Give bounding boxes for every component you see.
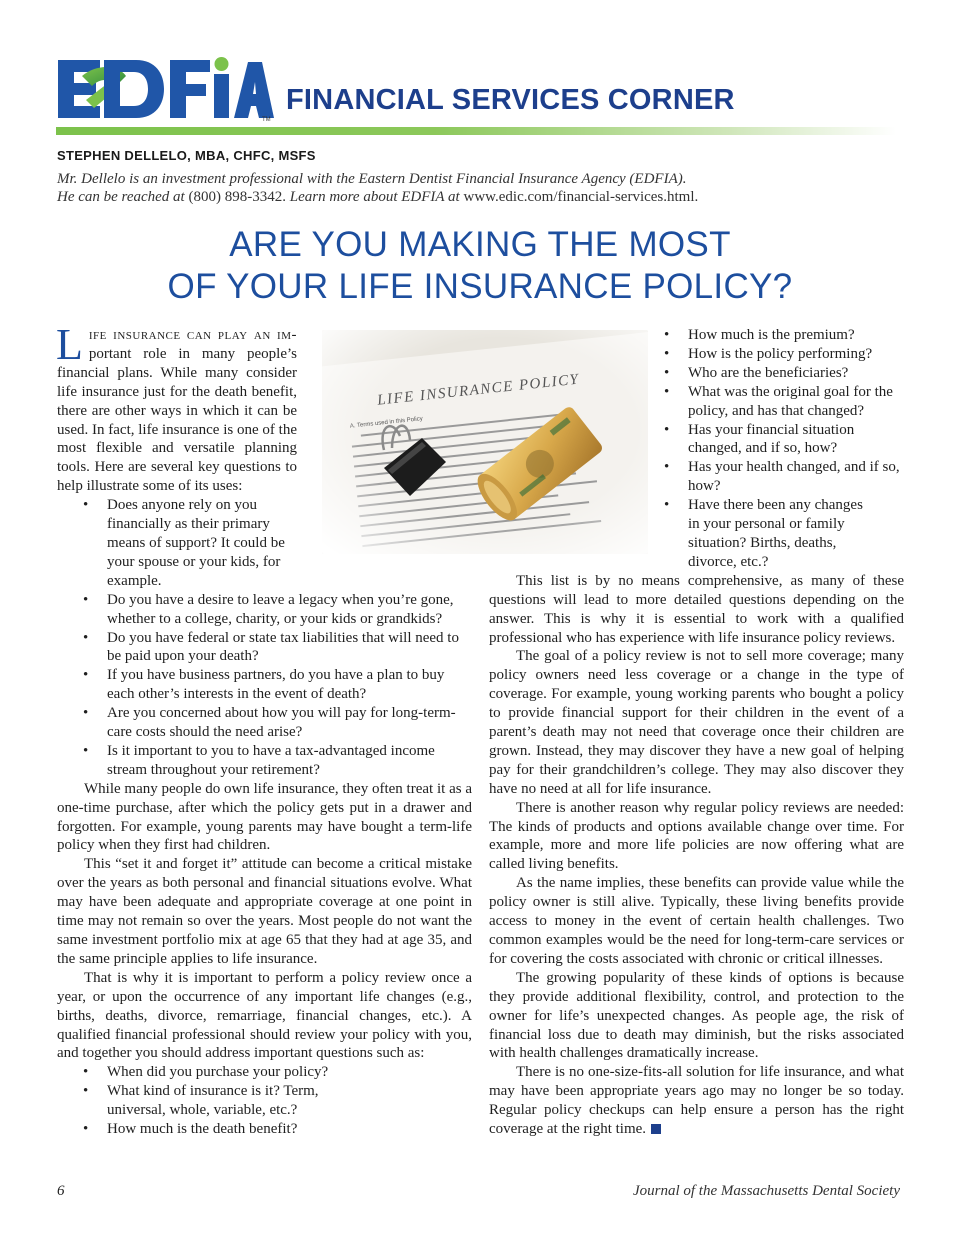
journal-name: Journal of the Massachusetts Dental Society bbox=[632, 1183, 900, 1199]
paragraph: As the name implies, these benefits can provide value while the policy owner is still alive. Typically, these living benefits provide access to money in the event of certain health challenges. Two common examples would be the need for long-term-care services or for covering the costs associated with chronic or critical illnesses. bbox=[489, 875, 904, 967]
list-item: • What kind of insurance is it? Term, universal, whole, variable, etc.? bbox=[57, 1082, 472, 1120]
list-item bbox=[57, 496, 472, 591]
list-item: • Have there been any changes in your personal or family situation? Births, deaths, divorce, etc.? bbox=[661, 496, 904, 572]
drop-cap: L bbox=[56, 320, 83, 369]
list-item: • Do you have federal or state tax liabilities that will need to be paid upon your death? bbox=[57, 629, 472, 667]
edfia-logo bbox=[56, 56, 274, 122]
bio-url[interactable]: www.edic.com/financial-services.html. bbox=[463, 188, 699, 205]
right-column bbox=[489, 326, 904, 1139]
lead-in: ife insurance can play an im- bbox=[88, 327, 297, 343]
bio-line-1: Mr. Dellelo is an investment professional with the Eastern Dentist Financial Insurance Agency (EDFIA). bbox=[57, 171, 687, 187]
end-of-article-icon bbox=[651, 1124, 661, 1134]
paragraph: The growing popularity of these kinds of options is because they provide additional flexibility, control, and protection to the owner for life’s unexpected changes. As people age, the risk of financial loss due to death may diminish, but the risks associated with health challenges dramatically increase. bbox=[489, 969, 904, 1062]
bio-text: He can be reached at bbox=[57, 188, 185, 205]
bio-text: Learn more about EDFIA at bbox=[289, 188, 460, 205]
list-item: • Has your financial situation changed, and if so, how? bbox=[661, 421, 904, 459]
list-item: • When did you purchase your policy? bbox=[57, 1063, 472, 1082]
list-item: • Has your health changed, and if so, how? bbox=[661, 458, 904, 496]
review-questions-list bbox=[57, 1063, 472, 1139]
list-item: • Is it important to you to have a tax-advantaged income stream throughout your retirement? bbox=[57, 742, 472, 780]
list-item: • Do you have a desire to leave a legacy when you’re gone, whether to a college, charity, or your kids or grandkids? bbox=[57, 591, 472, 629]
list-item: • What was the original goal for the policy, and has that changed? bbox=[661, 383, 904, 421]
paragraph: That is why it is important to perform a policy review once a year, or upon the occurrence of any important life changes (e.g., births, deaths, divorce, remarriage, financial changes, etc.). A qualified financial professional should review your policy with you, and together you should address important questions such as: bbox=[57, 969, 472, 1062]
bio-line-2 bbox=[57, 189, 877, 207]
author-name: STEPHEN DELLELO, MBA, CHFC, MSFS bbox=[57, 148, 316, 163]
trademark-mark: TM bbox=[262, 117, 271, 123]
list-item: • Who are the beneficiaries? bbox=[661, 364, 904, 383]
paragraph: There is another reason why regular policy reviews are needed: The kinds of products and options available change over time. For example, more and more life policies are now offering what are called living benefits. bbox=[489, 799, 904, 873]
paragraph: This “set it and forget it” attitude can become a critical mistake over the years as both personal and financial situations evolve. What may have been adequate and appropriate coverage at one point in time may not remain so over the years. Most people do not want the same investment portfolio mix at age 65 that they had at age 35, and the same principle applies to life insurance. bbox=[57, 856, 472, 967]
list-item: • If you have business partners, do you have a plan to buy each other’s interests in the event of death? bbox=[57, 666, 472, 704]
paragraph: While many people do own life insurance, they often treat it as a one-time purchase, after which the policy gets put in a drawer and forgotten. For example, young parents may have bought a term-life policy when they first had children. bbox=[57, 780, 472, 854]
paragraph: The goal of a policy review is not to sell more coverage; many policy owners need less coverage or a change in the type of coverage. For example, young working parents who bought a policy to provide financial support for their children in the event of a parent’s death may not need that coverage once their children are grown. Instead, they may discover they have a new goal of helping pay for their grandchildren’s college. They may also discover they have no need at all for life insurance. bbox=[489, 648, 904, 797]
section-title: FINANCIAL SERVICES CORNER bbox=[286, 84, 735, 116]
review-questions-list-continued bbox=[661, 326, 904, 572]
paragraph bbox=[489, 1063, 904, 1139]
bio-phone: (800) 898-3342. bbox=[188, 188, 286, 205]
page-number: 6 bbox=[57, 1183, 65, 1199]
list-item-text: • Does anyone rely on you financially as their primary means of support? It could be your spouse or your kids, for example. bbox=[107, 497, 285, 589]
article-title bbox=[100, 224, 860, 308]
list-item: • How much is the death benefit? bbox=[57, 1120, 472, 1139]
title-line-2: OF YOUR LIFE INSURANCE POLICY? bbox=[167, 267, 793, 306]
header-rule bbox=[56, 127, 896, 135]
list-item: • How is the policy performing? bbox=[661, 345, 904, 364]
paragraph: This list is by no means comprehensive, as many of these questions will lead to more detailed questions depending on the answer. This is why it is essential to work with a qualified professional who has experience with life insurance policy reviews. bbox=[489, 572, 904, 646]
uses-list bbox=[57, 496, 472, 780]
intro-paragraph bbox=[56, 320, 297, 496]
conclusion-text: There is no one-size-fits-all solution for life insurance, and what may have been appropriate years ago may no longer be so today. Regular policy checkups can help ensure a person has the right coverage at the right time. bbox=[489, 1064, 904, 1138]
intro-text: portant role in many people’s financial plans. While many consider life insurance just for the death benefit, there are other ways in which it can be used. In fact, life insurance is one of the most flexible and versatile planning tools. Here are several key questions to help illustrate some of its uses: bbox=[57, 345, 297, 495]
left-column bbox=[56, 320, 472, 1139]
title-line-1: ARE YOU MAKING THE MOST bbox=[229, 225, 731, 264]
author-bio bbox=[57, 171, 877, 206]
list-item: • How much is the premium? bbox=[661, 326, 904, 345]
list-item: • Are you concerned about how you will pay for long-term-care costs should the need arise? bbox=[57, 704, 472, 742]
